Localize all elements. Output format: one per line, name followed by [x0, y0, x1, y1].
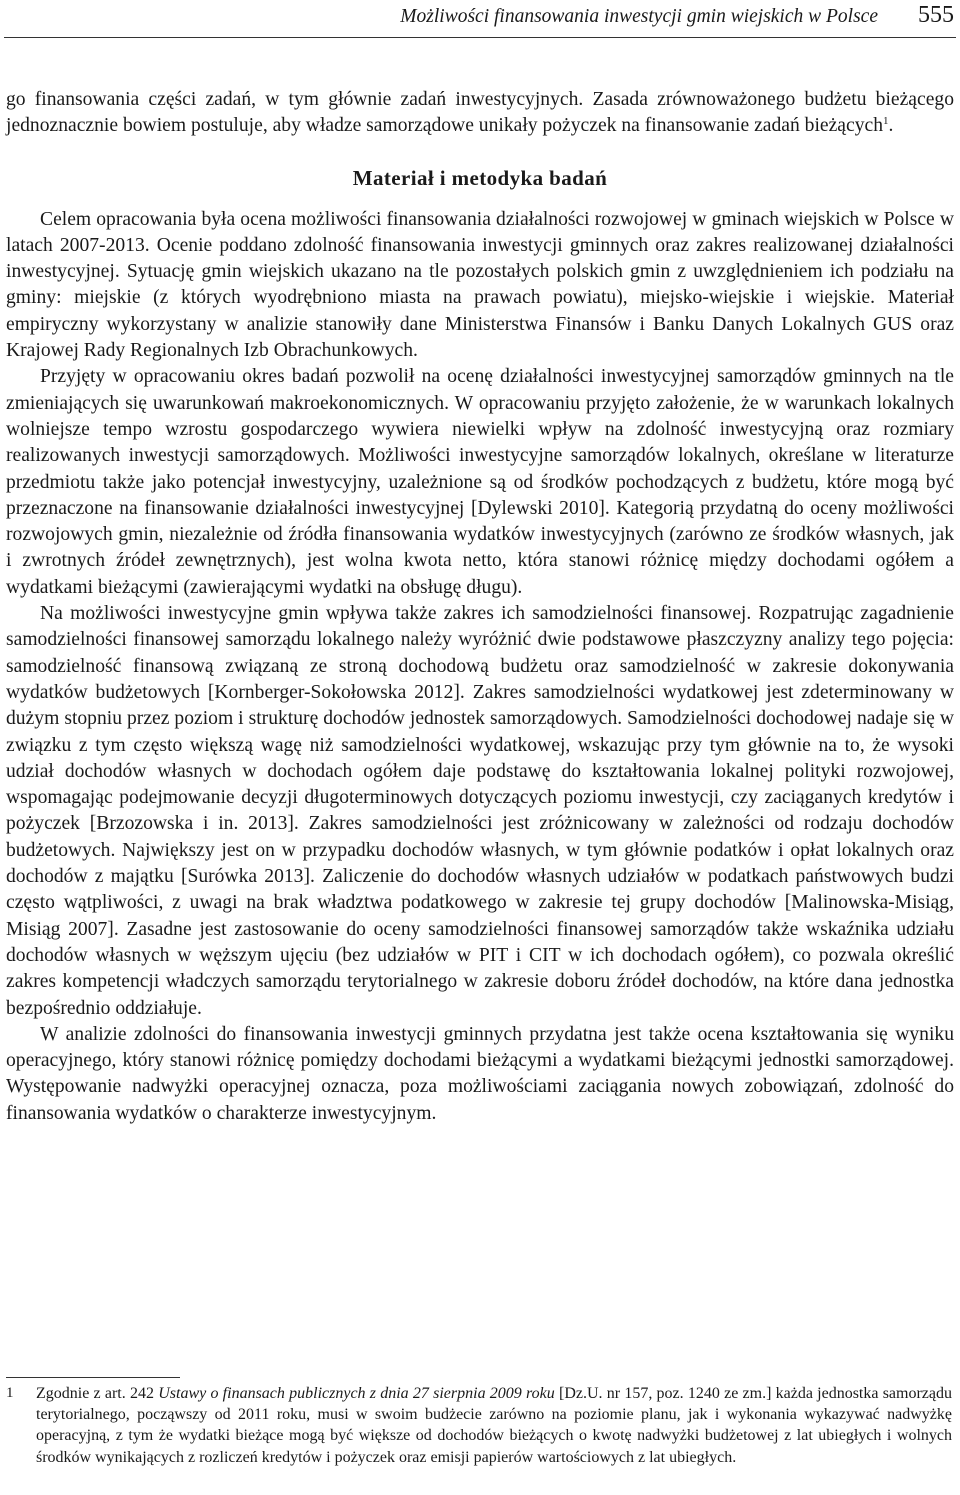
section-heading: Materiał i metodyka badań	[352, 165, 608, 190]
running-title: Możliwości finansowania inwestycji gmin wiejskich w Polsce	[400, 6, 878, 27]
paragraph-1	[6, 87, 954, 140]
footnote-number: 1	[6, 1385, 14, 1401]
page-number: 555	[918, 2, 954, 28]
footnote-reference[interactable]: 1	[883, 115, 889, 128]
paragraph-5: W analizie zdolności do finansowania inwestycji gminnych przydatna jest także ocena kształtowania się wyniku operacyjnego, który stanowi różnicę pomiędzy dochodami bieżącymi a wydatkami bieżącymi jednostki samorządowej. Występowanie nadwyżki operacyjnej oznacza, poza możliwościami zaciągania nowych zobowiązań, zdolność do finansowania wydatków o charakterze inwestycyjnym.	[6, 1023, 954, 1124]
footnote-text	[36, 1383, 952, 1468]
footnote-text-start: Zgodnie z art. 242	[36, 1385, 159, 1402]
main-text	[6, 87, 954, 1127]
paragraph-1-text: go finansowania części zadań, w tym głównie zadań inwestycyjnych. Zasada zrównoważonego budżetu bieżącego jednoznacznie bowiem postuluje, aby władze samorządowe unikały pożyczek na finansowanie zadań bieżących	[6, 89, 954, 137]
footnote	[6, 1383, 952, 1468]
paragraph-3: Przyjęty w opracowaniu okres badań pozwolił na ocenę działalności inwestycyjnej samorządów gminnych na tle zmieniających się uwarunkowań makroekonomicznych. W opracowaniu przyjęto założenie, że w warunkach lokalnych wolniejsze tempo wzrostu gospodarczego wywiera niewielki wpływ na zdolność inwestycyjną oraz rozmiary realizowanych inwestycji samorządowych. Możliwości inwestycyjne samorządów lokalnych, określane w literaturze przedmiotu także jako potencjał inwestycyjny, uzależnione są od środków pochodzących z budżetu, które mogą być przeznaczone na finansowanie działalności inwestycyjnej [Dylewski 2010]. Kategorią przydatną do oceny możliwości rozwojowych gmin, niezależnie od źródła finansowania wydatków inwestycyjnych (zarówno ze środków własnych, jak i zwrotnych źródeł zewnętrznych), jest wolna kwota netto, która stanowi różnicę między dochodami ogółem a wydatkami bieżącymi (zawierającymi wydatki na obsługę długu).	[6, 366, 954, 598]
paragraph-2: Celem opracowania była ocena możliwości finansowania działalności rozwojowej w gminach wiejskich w Polsce w latach 2007-2013. Ocenie poddano zdolność finansowania inwestycji gminnych oraz zakres realizowanej działalności inwestycyjnej. Sytuację gmin wiejskich ukazano na tle pozostałych polskich gmin z uwzględnieniem ich podziału na gminy: miejskie (z których wyodrębniono miasta na prawach powiatu), miejsko-wiejskie i wiejskie. Materiał empiryczny wykorzystany w analizie stanowiły dane Ministerstwa Finansów i Banku Danych Lokalnych GUS oraz Krajowej Rady Regionalnych Izb Obrachunkowych.	[6, 208, 954, 362]
header-rule	[4, 37, 956, 38]
paragraph-4: Na możliwości inwestycyjne gmin wpływa także zakres ich samodzielności finansowej. Rozpatrując zagadnienie samodzielności finansowej samorządu lokalnego należy wyróżnić dwie podstawowe płaszczyzny analizy tego pojęcia: samodzielność finansową związaną ze stroną dochodową budżetu oraz samodzielność w zakresie dokonywania wydatków budżetowych [Kornberger-Sokołowska 2012]. Zakres samodzielności wydatkowej jest zdeterminowany w dużym stopniu przez poziom i strukturę dochodów jednostek samorządowych. Samodzielności dochodowej nadaje się w związku z tym często większą wagę niż samodzielności wydatkowej, wskazując przy tym głównie na to, że wysoki udział dochodów własnych w dochodach ogółem daje podstawę do kształtowania lokalnej polityki rozwojowej, wspomagając podejmowanie decyzji długoterminowych dotyczących poziomu inwestycji, czy zaciąganych kredytów i pożyczek [Brzozowska i in. 2013]. Zakres samodzielności jest zróżnicowany w zależności od rodzaju dochodów budżetowych. Największy jest on w przypadku dochodów własnych, w tym głównie podatków i opłat lokalnych oraz dochodów z majątku [Surówka 2013]. Zaliczenie do dochodów własnych udziałów w podatkach państwowych budzi często wątpliwości, z uwagi na brak władztwa podatkowego w zakresie tej grupy dochodów [Malinowska-Misiąg, Misiąg 2007]. Zasadne jest zastosowanie do oceny samodzielności finansowej samorządów także wskaźnika udziału dochodów własnych w węższym ujęciu (bez udziałów w PIT i CIT w ich dochodach ogółem), co pozwala określić zakres kompetencji władczych samorządu terytorialnego w zakresie doboru źródeł dochodów, na które dana jednostka bezpośrednio oddziałuje.	[6, 603, 954, 1019]
footnote-act-title: Ustawy o finansach publicznych z dnia 27 sierpnia 2009 roku	[158, 1385, 555, 1402]
footnote-text-end: [Dz.U. nr 157, poz. 1240 ze zm.] każda jednostka samorządu terytorialnego, począwszy od 2011 roku, musi w swoim budżecie zarówno na poziomie planu, jak i wykonania wykazywać nadwyżkę operacyjną, z tym że wydatki bieżące mogą być większe od dochodów bieżących o kwotę nadwyżki budżetowej z lat ubiegłych i wolnych środków wynikających z rozliczeń kredytów i pożyczek oraz emisji papierów wartościowych z lat ubiegłych.	[36, 1385, 953, 1466]
paragraph-1-end: .	[888, 115, 894, 137]
running-header	[0, 0, 960, 38]
footnote-rule	[6, 1377, 180, 1378]
